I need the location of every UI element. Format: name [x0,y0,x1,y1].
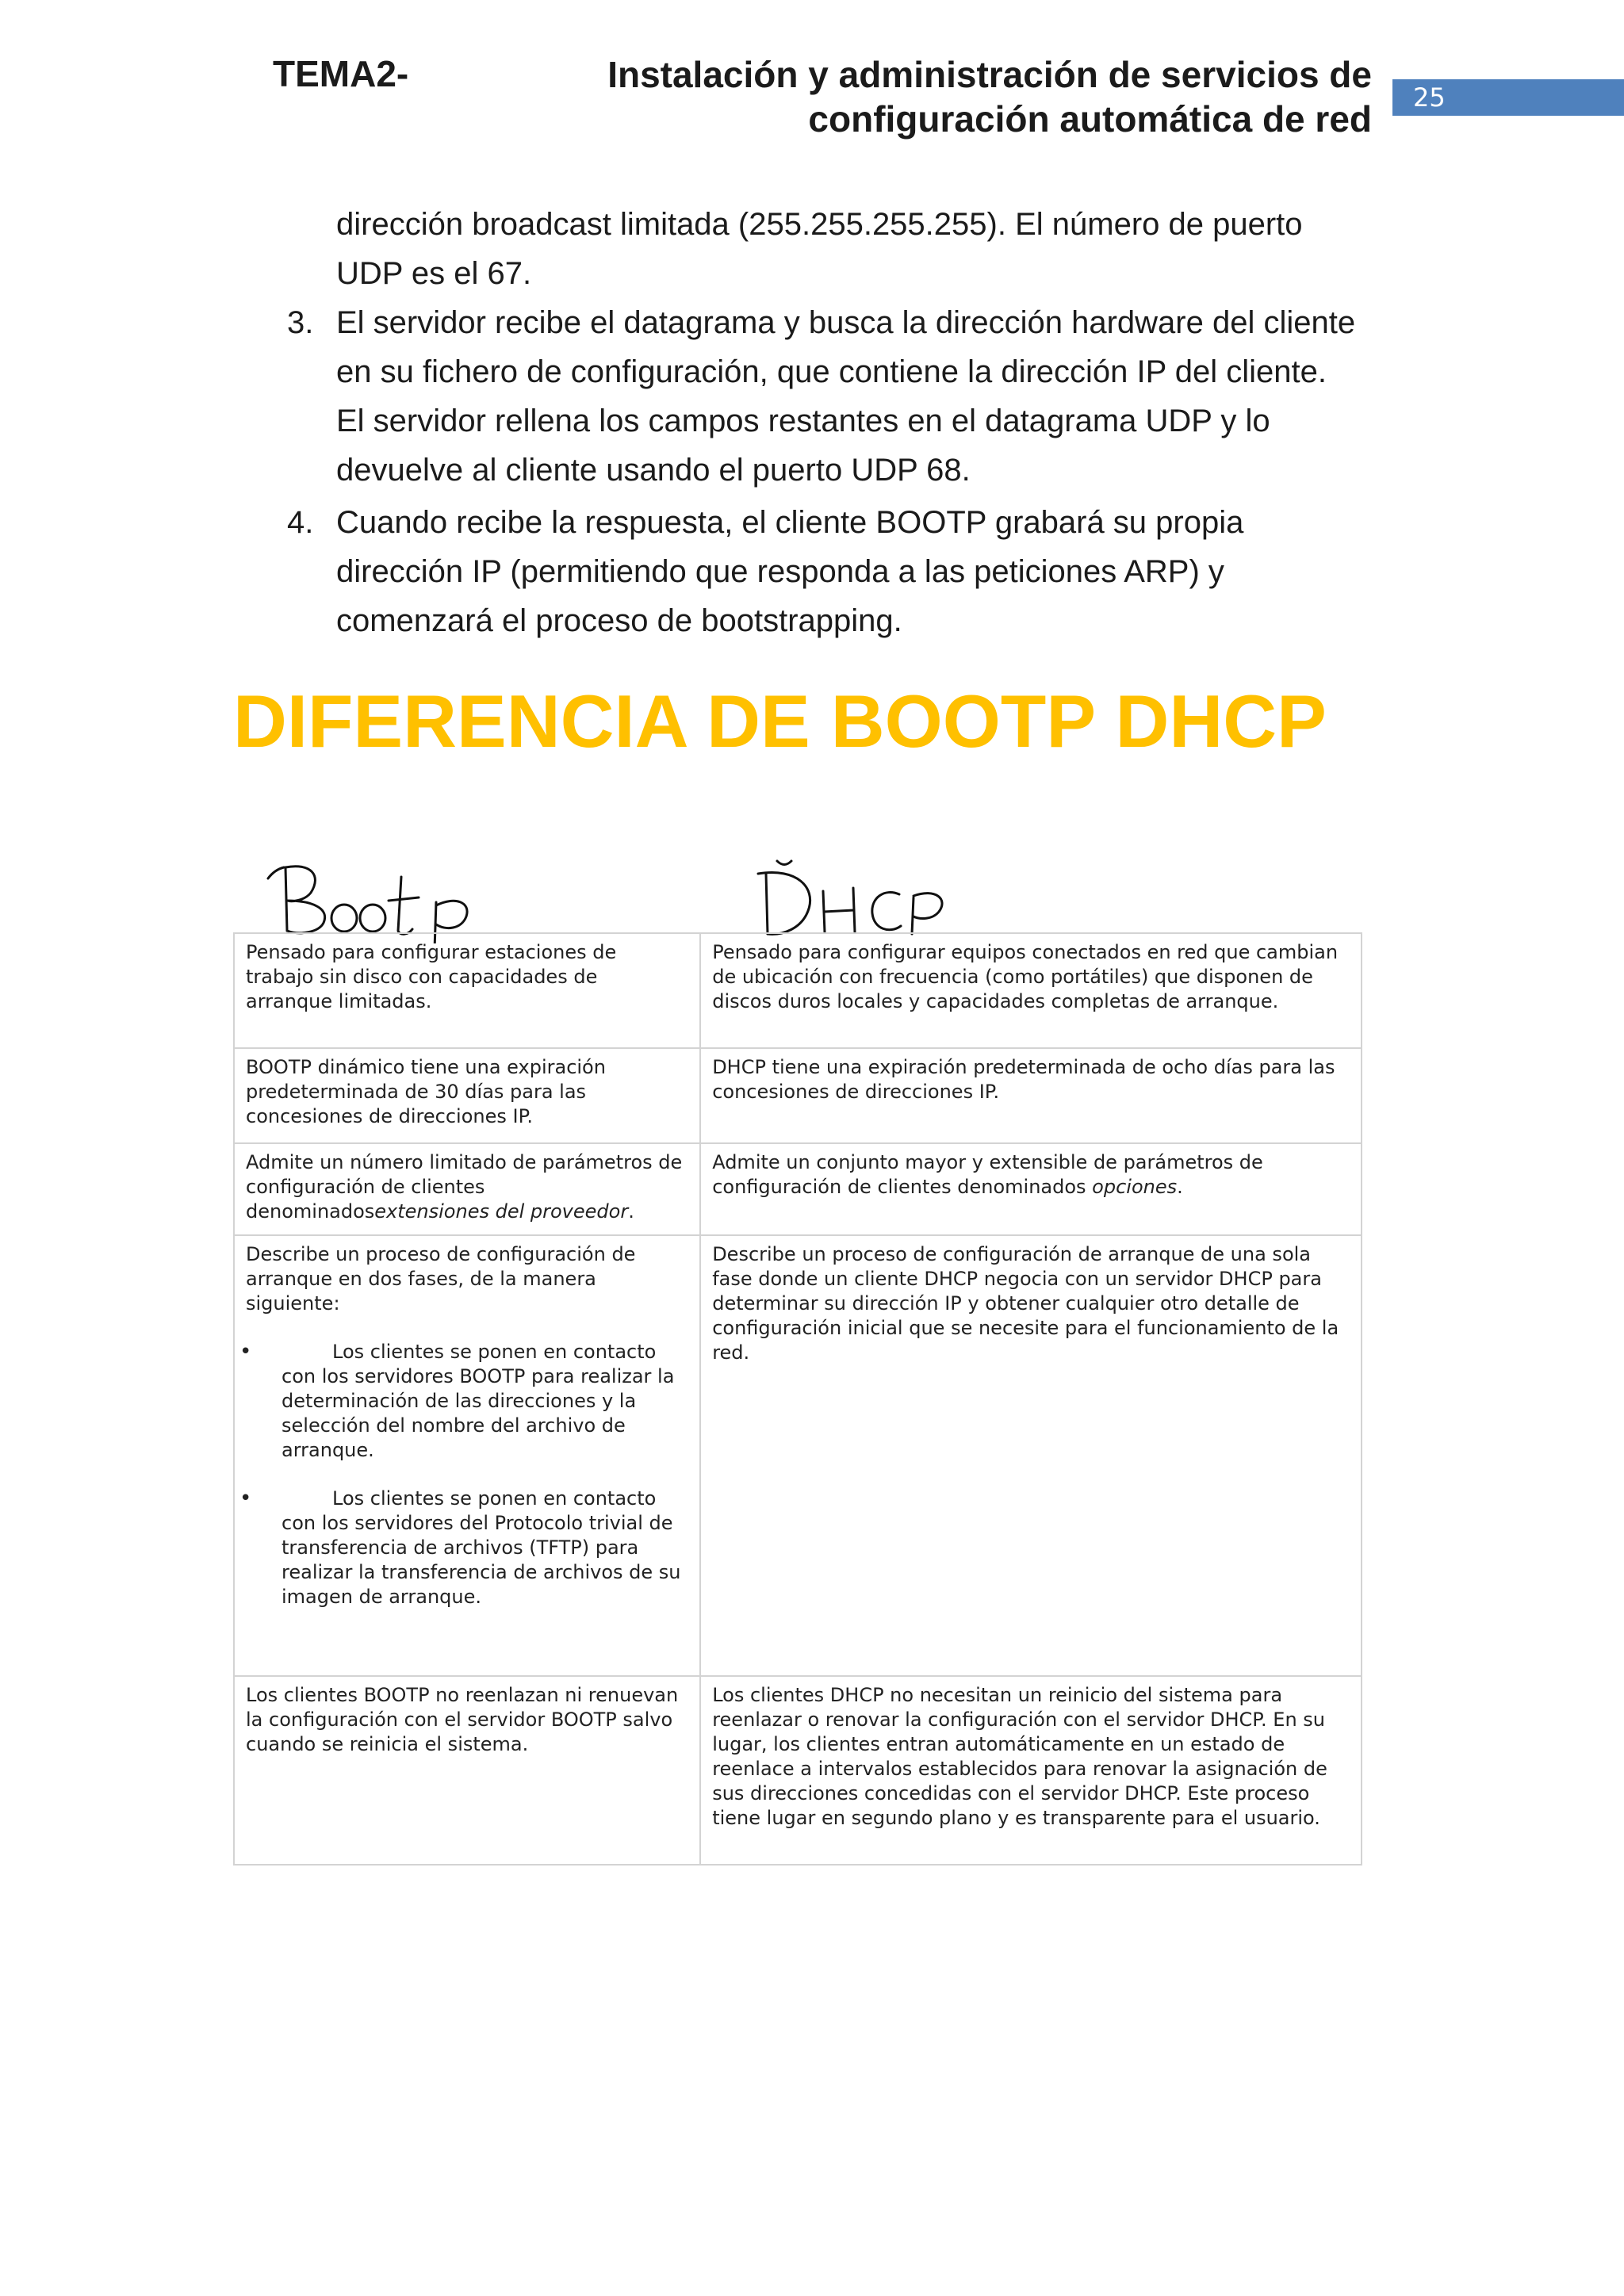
handwritten-bootp-label [255,856,493,943]
bullet-icon: • [239,1487,252,1510]
section-heading: DIFERENCIA DE BOOTP DHCP [233,679,1327,763]
text-line: Cuando recibe la respuesta, el cliente BOOTP grabará su propia [336,505,1244,540]
dhcp-cell: DHCP tiene una expiración predeterminada de ocho días para las concesiones de direcciones IP. [700,1048,1362,1143]
header-title [492,52,1372,141]
header-topic: TEMA2- [273,53,409,94]
comparison-table-figure [233,856,1363,1875]
page-number-bar [1392,79,1624,116]
table-row [234,1235,1362,1676]
list-item-text [336,298,1438,495]
table-row [234,933,1362,1048]
text-line: El servidor recibe el datagrama y busca la dirección hardware del cliente [336,305,1356,340]
table-row [234,1048,1362,1143]
bootp-cell: Los clientes BOOTP no reenlazan ni renuevan la configuración con el servidor BOOTP salvo cuando se reinicia el sistema. [234,1676,700,1865]
dhcp-cell: Describe un proceso de configuración de arranque de una sola fase donde un cliente DHCP negocia con un servidor DHCP para determinar su dirección IP y obtener cualquier otro detalle de configuración inicial que se necesite para el funcionamiento de la red. [700,1235,1362,1676]
cell-text: . [628,1200,634,1223]
handwritten-dhcp-label [750,856,956,943]
bullet-text: Los clientes se ponen en contacto con los servidores BOOTP para realizar la determinación de las direcciones y la selección del nombre del archivo de arranque. [282,1341,675,1461]
bootp-cell: BOOTP dinámico tiene una expiración predeterminada de 30 días para las concesiones de direcciones IP. [234,1048,700,1143]
cell-text: . [1177,1176,1183,1198]
bootp-dhcp-comparison-table [233,932,1362,1866]
page-number: 25 [1413,82,1446,113]
dhcp-cell: Pensado para configurar equipos conectados en red que cambian de ubicación con frecuencia (como portátiles) que disponen de discos duros locales y capacidades completas de arranque. [700,933,1362,1048]
bootp-cell [234,1235,700,1676]
bullet-icon: • [239,1340,252,1364]
text-line: El servidor rellena los campos restantes en el datagrama UDP y lo [336,404,1270,438]
bullet-item [239,1340,688,1463]
bootp-cell: Pensado para configurar estaciones de trabajo sin disco con capacidades de arranque limitadas. [234,933,700,1048]
dhcp-cell [700,1143,1362,1235]
cell-text: Admite un conjunto mayor y extensible de parámetros de configuración de clientes denominados [712,1151,1263,1198]
list-item-number: 3. [287,305,314,340]
header-title-line-1: Instalación y administración de servicios de [607,54,1372,95]
cell-emphasis: extensiones del proveedor [374,1200,629,1223]
bullet-item [239,1487,688,1609]
bullet-text: Los clientes se ponen en contacto con los servidores del Protocolo trivial de transferencia de archivos (TFTP) para realizar la transferencia de archivos de su imagen de arranque. [282,1487,681,1608]
list-item-text [336,498,1438,645]
cell-text: Admite un número limitado de parámetros de configuración de clientes denominados [246,1151,683,1223]
table-row [234,1676,1362,1865]
text-line: devuelve al cliente usando el puerto UDP 68. [336,453,971,488]
dhcp-cell: Los clientes DHCP no necesitan un reinicio del sistema para reenlazar o renovar la configuración con el servidor DHCP. En su lugar, los clientes entran automáticamente en un estado de reenlace a intervalos establecidos para renovar la asignación de sus direcciones concedidas con el servidor DHCP. Este proceso tiene lugar en segundo plano y es transparente para el usuario. [700,1676,1362,1865]
table-row [234,1143,1362,1235]
text-line: comenzará el proceso de bootstrapping. [336,603,902,638]
bootp-cell [234,1143,700,1235]
text-line: UDP es el 67. [336,256,532,291]
header-title-line-2: configuración automática de red [808,98,1372,140]
text-line: en su fichero de configuración, que contiene la dirección IP del cliente. [336,354,1327,389]
cell-text: Describe un proceso de configuración de arranque en dos fases, de la manera siguiente: [246,1243,636,1314]
list-item-number: 4. [287,505,314,540]
list-item-continuation [336,200,1431,298]
cell-emphasis: opciones [1092,1176,1178,1198]
text-line: dirección broadcast limitada (255.255.255.255). El número de puerto [336,207,1303,242]
text-line: dirección IP (permitiendo que responda a las peticiones ARP) y [336,554,1224,589]
